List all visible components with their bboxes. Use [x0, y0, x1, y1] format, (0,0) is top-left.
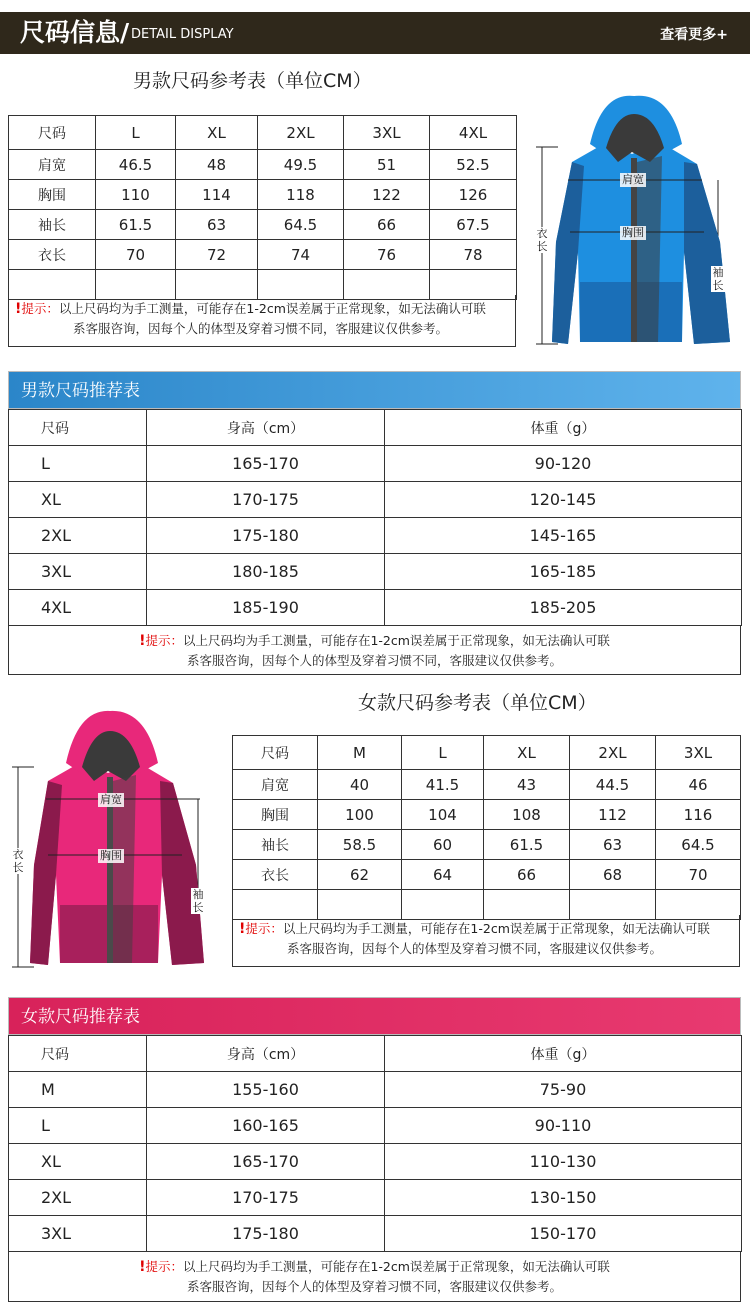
table-row [233, 860, 741, 890]
table-cell: 68 [570, 860, 656, 890]
table-row [9, 1072, 742, 1108]
column-header: 身高（cm） [147, 1036, 385, 1072]
women-jacket-image [8, 705, 220, 970]
table-cell: 180-185 [147, 554, 385, 590]
shoulder-label: 肩宽 [622, 173, 644, 186]
note-line1: 以上尺码均为手工测量，可能存在1-2cm误差属于正常现象，如无法确认可联 [182, 1259, 610, 1274]
women-rec-header [8, 997, 741, 1035]
table-cell: XL [9, 482, 147, 518]
men-rec-note [8, 626, 741, 675]
table-cell: 尺码 [233, 736, 318, 770]
table-cell: 58.5 [318, 830, 402, 860]
table-cell: 70 [96, 240, 176, 270]
table-cell: 126 [430, 180, 517, 210]
chest-label: 胸围 [100, 849, 122, 862]
table-cell: 160-165 [147, 1108, 385, 1144]
table-cell: 165-170 [147, 1144, 385, 1180]
men-rec-table [8, 409, 742, 626]
length-label: 衣长 [536, 227, 548, 253]
table-cell: 112 [570, 800, 656, 830]
table-cell: 66 [484, 860, 570, 890]
table-cell: L [402, 736, 484, 770]
table-cell: XL [176, 116, 258, 150]
table-cell: 2XL [570, 736, 656, 770]
alert-icon: ! [239, 921, 246, 937]
table-cell: 74 [258, 240, 344, 270]
table-header-row [9, 1036, 742, 1072]
header-title: 尺码信息/ [20, 18, 130, 47]
note-label: 提示： [245, 921, 283, 936]
table-cell: 150-170 [385, 1216, 742, 1252]
table-cell: 63 [176, 210, 258, 240]
table-cell: 175-180 [147, 1216, 385, 1252]
note-line1: 以上尺码均为手工测量，可能存在1-2cm误差属于正常现象，如无法确认可联 [58, 301, 486, 316]
table-cell: 165-185 [385, 554, 742, 590]
table-cell: 110-130 [385, 1144, 742, 1180]
table-cell: 108 [484, 800, 570, 830]
table-cell: 肩宽 [9, 150, 96, 180]
table-row [9, 1144, 742, 1180]
table-cell: 90-110 [385, 1108, 742, 1144]
table-cell: 76 [344, 240, 430, 270]
table-cell: 衣长 [9, 240, 96, 270]
table-cell: 118 [258, 180, 344, 210]
table-cell: 78 [430, 240, 517, 270]
table-cell: 120-145 [385, 482, 742, 518]
table-row [9, 150, 517, 180]
note-line1: 以上尺码均为手工测量，可能存在1-2cm误差属于正常现象，如无法确认可联 [182, 633, 610, 648]
table-cell: 2XL [9, 518, 147, 554]
men-jacket-image [532, 92, 744, 350]
table-cell: 114 [176, 180, 258, 210]
table-cell: 60 [402, 830, 484, 860]
table-cell: 116 [656, 800, 741, 830]
length-label: 衣长 [12, 848, 24, 874]
note-label: 提示： [145, 633, 183, 648]
table-cell: 72 [176, 240, 258, 270]
column-header: 体重（g） [385, 1036, 742, 1072]
table-cell: 75-90 [385, 1072, 742, 1108]
table-cell: 61.5 [96, 210, 176, 240]
note-label: 提示： [21, 301, 59, 316]
table-cell: 122 [344, 180, 430, 210]
table-cell: 尺码 [9, 116, 96, 150]
table-cell: 64 [402, 860, 484, 890]
table-cell: 4XL [9, 590, 147, 626]
column-header: 尺码 [9, 410, 147, 446]
table-cell: 48 [176, 150, 258, 180]
table-cell: 145-165 [385, 518, 742, 554]
note-line2: 系客服咨询，因每个人的体型及穿着习惯不同，客服建议仅供参考。 [287, 941, 663, 956]
table-cell: 165-170 [147, 446, 385, 482]
column-header: 体重（g） [385, 410, 742, 446]
table-cell: 70 [656, 860, 741, 890]
women-chart-note [232, 915, 740, 967]
table-cell: 170-175 [147, 482, 385, 518]
table-cell: 43 [484, 770, 570, 800]
women-rec-note [8, 1252, 741, 1302]
table-cell: 130-150 [385, 1180, 742, 1216]
table-cell: 185-190 [147, 590, 385, 626]
table-cell: 61.5 [484, 830, 570, 860]
table-row [9, 518, 742, 554]
table-cell: 袖长 [233, 830, 318, 860]
table-cell: L [9, 446, 147, 482]
alert-icon: ! [139, 1259, 146, 1275]
women-rec-table [8, 1035, 742, 1252]
table-cell: 44.5 [570, 770, 656, 800]
table-cell: 64.5 [258, 210, 344, 240]
sleeve-label: 袖长 [192, 888, 204, 914]
view-more-link[interactable]: 查看更多+ [660, 27, 728, 43]
table-cell: 67.5 [430, 210, 517, 240]
table-cell: 110 [96, 180, 176, 210]
note-line2: 系客服咨询，因每个人的体型及穿着习惯不同，客服建议仅供参考。 [186, 653, 562, 668]
men-size-chart [8, 115, 517, 300]
alert-icon: ! [139, 633, 146, 649]
table-row [233, 800, 741, 830]
table-cell: 2XL [9, 1180, 147, 1216]
table-cell: 62 [318, 860, 402, 890]
men-chart-note [8, 295, 516, 347]
table-row [9, 482, 742, 518]
table-cell: 51 [344, 150, 430, 180]
table-cell: 155-160 [147, 1072, 385, 1108]
men-rec-title: 男款尺码推荐表 [21, 381, 140, 401]
table-row [233, 830, 741, 860]
header-bar [0, 12, 750, 54]
table-cell: XL [9, 1144, 147, 1180]
women-size-chart [232, 735, 741, 920]
table-cell: L [96, 116, 176, 150]
shoulder-label: 肩宽 [100, 793, 122, 806]
table-cell: L [9, 1108, 147, 1144]
table-cell: 66 [344, 210, 430, 240]
table-cell: 衣长 [233, 860, 318, 890]
table-cell: 41.5 [402, 770, 484, 800]
column-header: 身高（cm） [147, 410, 385, 446]
note-line2: 系客服咨询，因每个人的体型及穿着习惯不同，客服建议仅供参考。 [73, 321, 449, 336]
table-cell: 52.5 [430, 150, 517, 180]
header-subtitle: DETAIL DISPLAY [131, 27, 234, 42]
table-cell: 40 [318, 770, 402, 800]
table-row [9, 590, 742, 626]
table-cell: 4XL [430, 116, 517, 150]
note-label: 提示： [145, 1259, 183, 1274]
table-cell: 胸围 [233, 800, 318, 830]
table-cell: 175-180 [147, 518, 385, 554]
table-cell: 46.5 [96, 150, 176, 180]
table-row [9, 1216, 742, 1252]
table-cell: 胸围 [9, 180, 96, 210]
note-line2: 系客服咨询，因每个人的体型及穿着习惯不同，客服建议仅供参考。 [186, 1279, 562, 1294]
table-cell: M [9, 1072, 147, 1108]
table-cell: 170-175 [147, 1180, 385, 1216]
table-row [9, 446, 742, 482]
table-row [9, 240, 517, 270]
table-header-row [9, 410, 742, 446]
table-cell: 3XL [656, 736, 741, 770]
table-row [9, 1108, 742, 1144]
table-cell: 3XL [344, 116, 430, 150]
sleeve-label: 袖长 [712, 266, 724, 292]
table-cell: M [318, 736, 402, 770]
table-cell: 袖长 [9, 210, 96, 240]
table-cell: 64.5 [656, 830, 741, 860]
table-cell: 肩宽 [233, 770, 318, 800]
table-cell: 3XL [9, 554, 147, 590]
chest-label: 胸围 [622, 226, 644, 239]
men-rec-header [8, 371, 741, 409]
alert-icon: ! [15, 301, 22, 317]
table-row [233, 736, 741, 770]
table-row [9, 1180, 742, 1216]
table-row [9, 116, 517, 150]
table-cell: 49.5 [258, 150, 344, 180]
table-cell: 90-120 [385, 446, 742, 482]
women-rec-title: 女款尺码推荐表 [21, 1007, 140, 1027]
table-cell: 2XL [258, 116, 344, 150]
table-cell: 185-205 [385, 590, 742, 626]
men-chart-title: 男款尺码参考表（单位CM） [133, 70, 372, 92]
table-row [233, 770, 741, 800]
table-cell: 63 [570, 830, 656, 860]
table-cell: 104 [402, 800, 484, 830]
table-row [9, 554, 742, 590]
table-cell: 100 [318, 800, 402, 830]
table-cell: 3XL [9, 1216, 147, 1252]
women-chart-title: 女款尺码参考表（单位CM） [358, 692, 597, 714]
table-cell: 46 [656, 770, 741, 800]
table-row [9, 210, 517, 240]
column-header: 尺码 [9, 1036, 147, 1072]
table-row [9, 180, 517, 210]
table-cell: XL [484, 736, 570, 770]
note-line1: 以上尺码均为手工测量，可能存在1-2cm误差属于正常现象，如无法确认可联 [282, 921, 710, 936]
